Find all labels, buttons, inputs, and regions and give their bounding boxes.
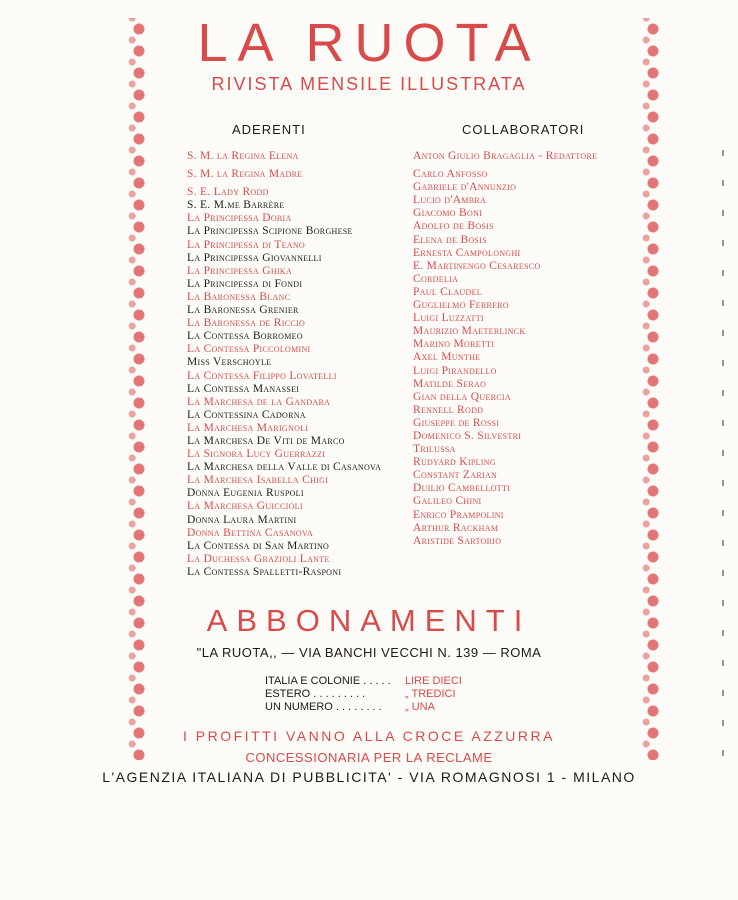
list-item-name: La Baronessa Blanc xyxy=(187,290,291,303)
magazine-title: LA RUOTA xyxy=(197,13,541,73)
list-item xyxy=(187,409,381,422)
list-item-name: Elena de Bosis xyxy=(413,233,487,246)
list-item xyxy=(413,391,597,404)
list-item-name: Trilussa xyxy=(413,443,456,456)
list-item xyxy=(187,291,381,304)
list-item xyxy=(413,181,597,194)
list-item-name: La Marchesa De Viti de Marco xyxy=(187,434,345,447)
list-item xyxy=(187,396,381,409)
list-item-name: La Contessina Cadorna xyxy=(187,408,306,421)
list-item xyxy=(413,168,597,181)
price-value: LIRE DIECI xyxy=(405,675,462,687)
list-item-name: La Contessa di San Martino xyxy=(187,539,330,552)
list-item xyxy=(187,150,381,163)
list-item xyxy=(413,338,597,351)
list-item xyxy=(413,325,597,338)
list-item-name: Luigi Luzzatti xyxy=(413,312,484,325)
list-item-name: Aristide Sartorio xyxy=(413,534,502,547)
list-item-name: La Marchesa della Valle di Casanova xyxy=(187,461,382,474)
list-item xyxy=(187,474,381,487)
list-item xyxy=(187,500,381,513)
aderenti-list xyxy=(187,150,381,579)
list-item-name: La Principessa Doria xyxy=(187,212,292,225)
list-item-name: Maurizio Maeterlinck xyxy=(413,325,526,338)
list-item-name: Axel Munthe xyxy=(413,351,481,364)
list-item-name: Gabriele d'Annunzio xyxy=(413,181,517,194)
list-item xyxy=(413,417,597,430)
list-item-name: Duilio Cambellotti xyxy=(413,482,511,495)
list-item xyxy=(413,443,597,456)
list-item-name: La Principessa di Teano xyxy=(187,238,305,251)
price-label: UN NUMERO . . . . . . . . xyxy=(265,701,382,713)
agenzia-line: L'AGENZIA ITALIANA DI PUBBLICITA' - VIA ROMAGNOSI 1 - MILANO xyxy=(102,769,636,785)
price-list xyxy=(265,675,525,714)
list-item-name: La Principessa Scipione Borghese xyxy=(187,225,353,238)
list-item-name: La Marchesa de la Gandara xyxy=(187,395,331,408)
list-item xyxy=(413,247,597,260)
list-item xyxy=(413,378,597,391)
list-item-name: Domenico S. Silvestri xyxy=(413,429,522,442)
list-item-name: La Duchessa Grazioli Lante xyxy=(187,552,330,565)
list-item-name: Marino Moretti xyxy=(413,338,495,351)
list-item xyxy=(187,278,381,291)
list-item xyxy=(187,370,381,383)
list-item-name: La Baronessa de Riccio xyxy=(187,317,306,330)
list-item-name: Donna Eugenia Ruspoli xyxy=(187,487,304,500)
list-item xyxy=(413,351,597,364)
list-item-name: Constant Zarian xyxy=(413,469,498,482)
list-item-name: Miss Verschoyle xyxy=(187,356,272,369)
list-item-name: La Marchesa Guiccioli xyxy=(187,500,303,513)
price-value: „ TREDICI xyxy=(405,688,456,700)
list-item-name: Luigi Pirandello xyxy=(413,364,497,377)
list-item xyxy=(413,495,597,508)
list-item xyxy=(413,194,597,207)
list-item-name: La Contessa Manassei xyxy=(187,382,300,395)
list-item xyxy=(413,535,597,548)
list-item xyxy=(187,265,381,278)
list-item-name: La Principessa Giovannelli xyxy=(187,251,322,264)
list-item xyxy=(413,299,597,312)
list-item xyxy=(413,509,597,522)
list-item xyxy=(187,527,381,540)
list-item xyxy=(187,383,381,396)
list-item-name: La Contessa Spalletti-Rasponi xyxy=(187,565,342,578)
list-item xyxy=(187,304,381,317)
list-item xyxy=(187,199,381,212)
list-item-name: La Principessa di Fondi xyxy=(187,277,303,290)
list-item-name: S. E. Lady Rodd xyxy=(187,186,269,199)
list-item xyxy=(413,273,597,286)
list-item-name: Adolfo de Bosis xyxy=(413,220,494,233)
price-row xyxy=(265,675,525,688)
price-value: „ UNA xyxy=(405,701,435,713)
list-item-name: Cordelia xyxy=(413,272,459,285)
list-item xyxy=(187,330,381,343)
list-item xyxy=(187,252,381,265)
list-item-name: La Signora Lucy Guerrazzi xyxy=(187,448,326,461)
list-item xyxy=(187,435,381,448)
list-item xyxy=(413,234,597,247)
subscription-address: "LA RUOTA,, — VIA BANCHI VECCHI N. 139 — ROMA xyxy=(196,645,542,660)
list-item-name: S. M. la Regina Madre xyxy=(187,168,303,181)
list-item-name: La Contessa Borromeo xyxy=(187,330,303,343)
collaboratori-heading: COLLABORATORI xyxy=(462,122,585,137)
list-item-name: Anton Giulio Bragaglia - Redattore xyxy=(413,150,598,162)
list-item-name: Ernesta Campolonghi xyxy=(413,246,521,259)
list-item-name: Lucio d'Ambra xyxy=(413,194,487,207)
list-item-name: S. E. M.me Barrère xyxy=(187,199,285,212)
list-item xyxy=(187,343,381,356)
list-item xyxy=(187,514,381,527)
list-item-name: Giacomo Boni xyxy=(413,207,483,220)
list-item xyxy=(187,461,381,474)
list-item-name: Rennell Rodd xyxy=(413,403,484,416)
list-item-name: La Marchesa Marignoli xyxy=(187,421,309,434)
list-item-name: Galileo Chini xyxy=(413,495,482,508)
list-item-name: S. M. la Regina Elena xyxy=(187,150,299,162)
abbonamenti-heading: ABBONAMENTI xyxy=(206,603,532,638)
list-item-name: Rudyard Kipling xyxy=(413,456,496,469)
list-item-name: Gian della Quercia xyxy=(413,390,511,403)
list-item-name: Donna Bettina Casanova xyxy=(187,526,314,539)
list-item-name: Carlo Anfosso xyxy=(413,168,488,181)
list-item xyxy=(187,566,381,579)
list-item xyxy=(187,186,381,199)
list-item xyxy=(187,487,381,500)
list-item xyxy=(413,469,597,482)
aderenti-heading: ADERENTI xyxy=(232,122,306,137)
list-item-name: La Baronessa Grenier xyxy=(187,304,299,317)
list-item-name: La Marchesa Isabella Chigi xyxy=(187,474,329,487)
magazine-subtitle: RIVISTA MENSILE ILLUSTRATA xyxy=(211,74,527,94)
list-item-name: Donna Laura Martini xyxy=(187,513,297,526)
list-item xyxy=(187,168,381,181)
list-item xyxy=(413,404,597,417)
list-item xyxy=(413,286,597,299)
list-item xyxy=(413,150,597,163)
list-item xyxy=(187,212,381,225)
list-item xyxy=(413,365,597,378)
list-item xyxy=(187,448,381,461)
profitti-notice: I PROFITTI VANNO ALLA CROCE AZZURRA xyxy=(183,728,555,744)
list-item xyxy=(187,239,381,252)
list-item-name: E. Martinengo Cesaresco xyxy=(413,259,541,272)
list-item xyxy=(413,430,597,443)
list-item-name: Paul Claudel xyxy=(413,285,482,298)
list-item xyxy=(413,312,597,325)
price-row xyxy=(265,688,525,701)
list-item-name: La Principessa Ghika xyxy=(187,264,293,277)
list-item-name: La Contessa Filippo Lovatelli xyxy=(187,369,337,382)
list-item xyxy=(187,225,381,238)
list-item xyxy=(413,260,597,273)
price-label: ITALIA E COLONIE . . . . . xyxy=(265,675,391,687)
price-row xyxy=(265,701,525,714)
concessionaria-line: CONCESSIONARIA PER LA RECLAME xyxy=(245,750,493,765)
list-item xyxy=(413,522,597,535)
list-item xyxy=(187,422,381,435)
list-item-name: Matilde Serao xyxy=(413,377,487,390)
price-label: ESTERO . . . . . . . . . xyxy=(265,688,366,700)
list-item-name: Arthur Rackham xyxy=(413,521,499,534)
collaboratori-list xyxy=(413,150,597,548)
list-item-name: Enrico Prampolini xyxy=(413,508,504,521)
list-item xyxy=(187,553,381,566)
list-item xyxy=(187,356,381,369)
list-item xyxy=(187,317,381,330)
list-item xyxy=(413,482,597,495)
list-item xyxy=(413,456,597,469)
list-item-name: La Contessa Piccolomini xyxy=(187,343,311,356)
list-item xyxy=(187,540,381,553)
list-item-name: Giuseppe de Rossi xyxy=(413,416,500,429)
list-item xyxy=(413,220,597,233)
page-edge-mark xyxy=(722,150,724,770)
list-item-name: Guglielmo Ferrero xyxy=(413,299,510,312)
list-item xyxy=(413,207,597,220)
